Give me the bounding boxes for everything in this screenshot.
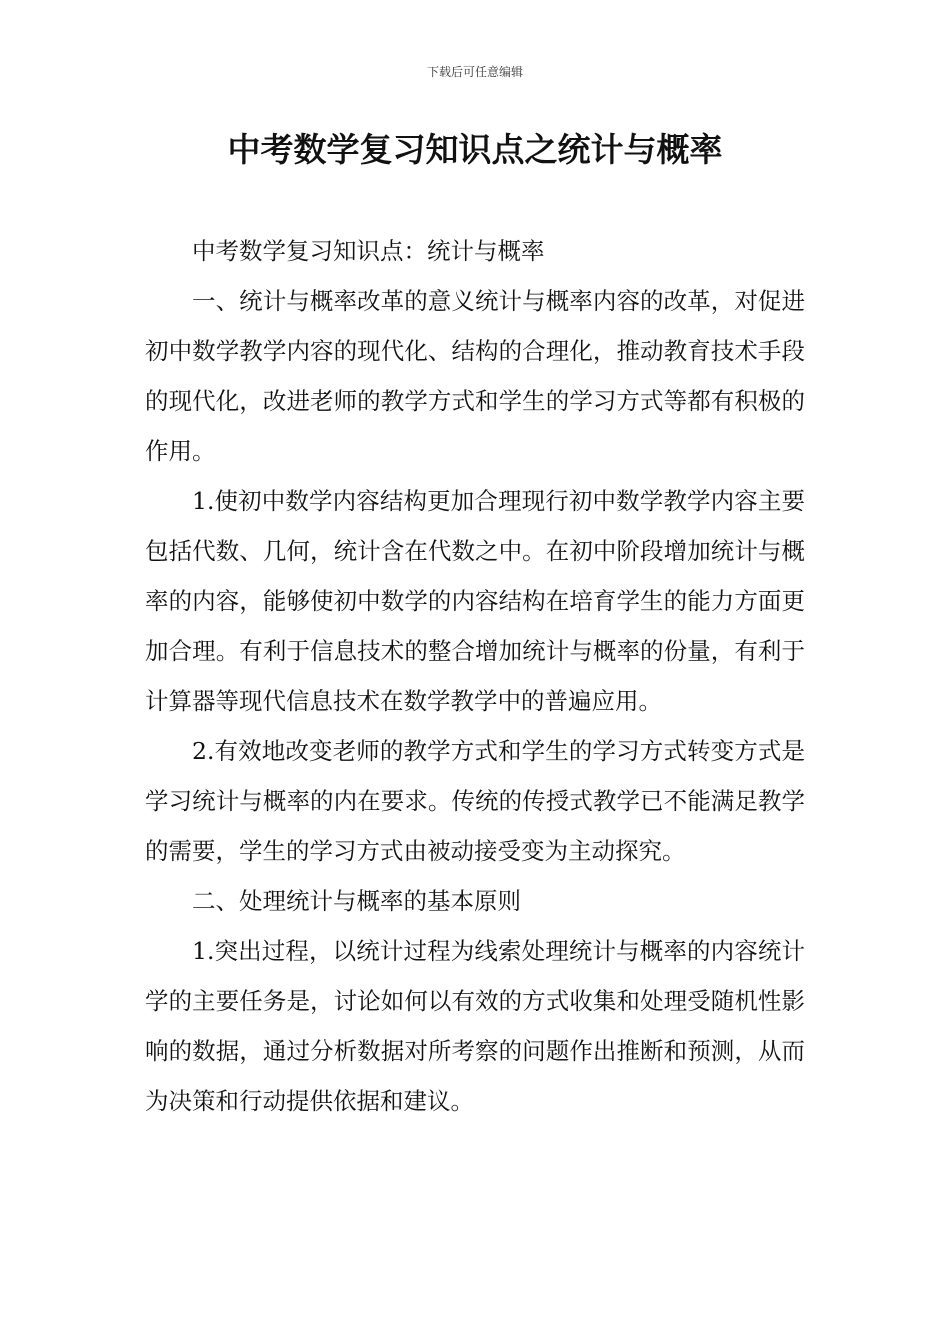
paragraph-item-1-2: 2.有效地改变老师的教学方式和学生的学习方式转变方式是学习统计与概率的内在要求。传统的传授式教学已不能满足教学的需要，学生的学习方式由被动接受变为主动探究。	[145, 737, 805, 865]
paragraph-item-1-1: 1.使初中数学内容结构更加合理现行初中数学教学内容主要包括代数、几何，统计含在代数之中。在初中阶段增加统计与概率的内容，能够使初中数学的内容结构在培育学生的能力方面更加合理。有利于信息技术的整合增加统计与概率的份量，有利于计算器等现代信息技术在数学教学中的普遍应用。	[145, 487, 805, 715]
paragraph-subtitle: 中考数学复习知识点：统计与概率	[192, 237, 545, 265]
header-note: 下载后可任意编辑	[426, 65, 523, 79]
paragraph-item-2-1: 1.突出过程，以统计过程为线索处理统计与概率的内容统计学的主要任务是，讨论如何以有效的方式收集和处理受随机性影响的数据，通过分析数据对所考察的问题作出推断和预测，从而为决策和行动提供依据和建议。	[145, 937, 805, 1115]
document-title: 中考数学复习知识点之统计与概率	[227, 130, 723, 169]
paragraph-section-1: 一、统计与概率改革的意义统计与概率内容的改革，对促进初中数学教学内容的现代化、结构的合理化，推动教育技术手段的现代化，改进老师的教学方式和学生的学习方式等都有积极的作用。	[145, 287, 805, 465]
paragraph-section-2: 二、处理统计与概率的基本原则	[192, 887, 521, 915]
document-body	[145, 226, 805, 1126]
